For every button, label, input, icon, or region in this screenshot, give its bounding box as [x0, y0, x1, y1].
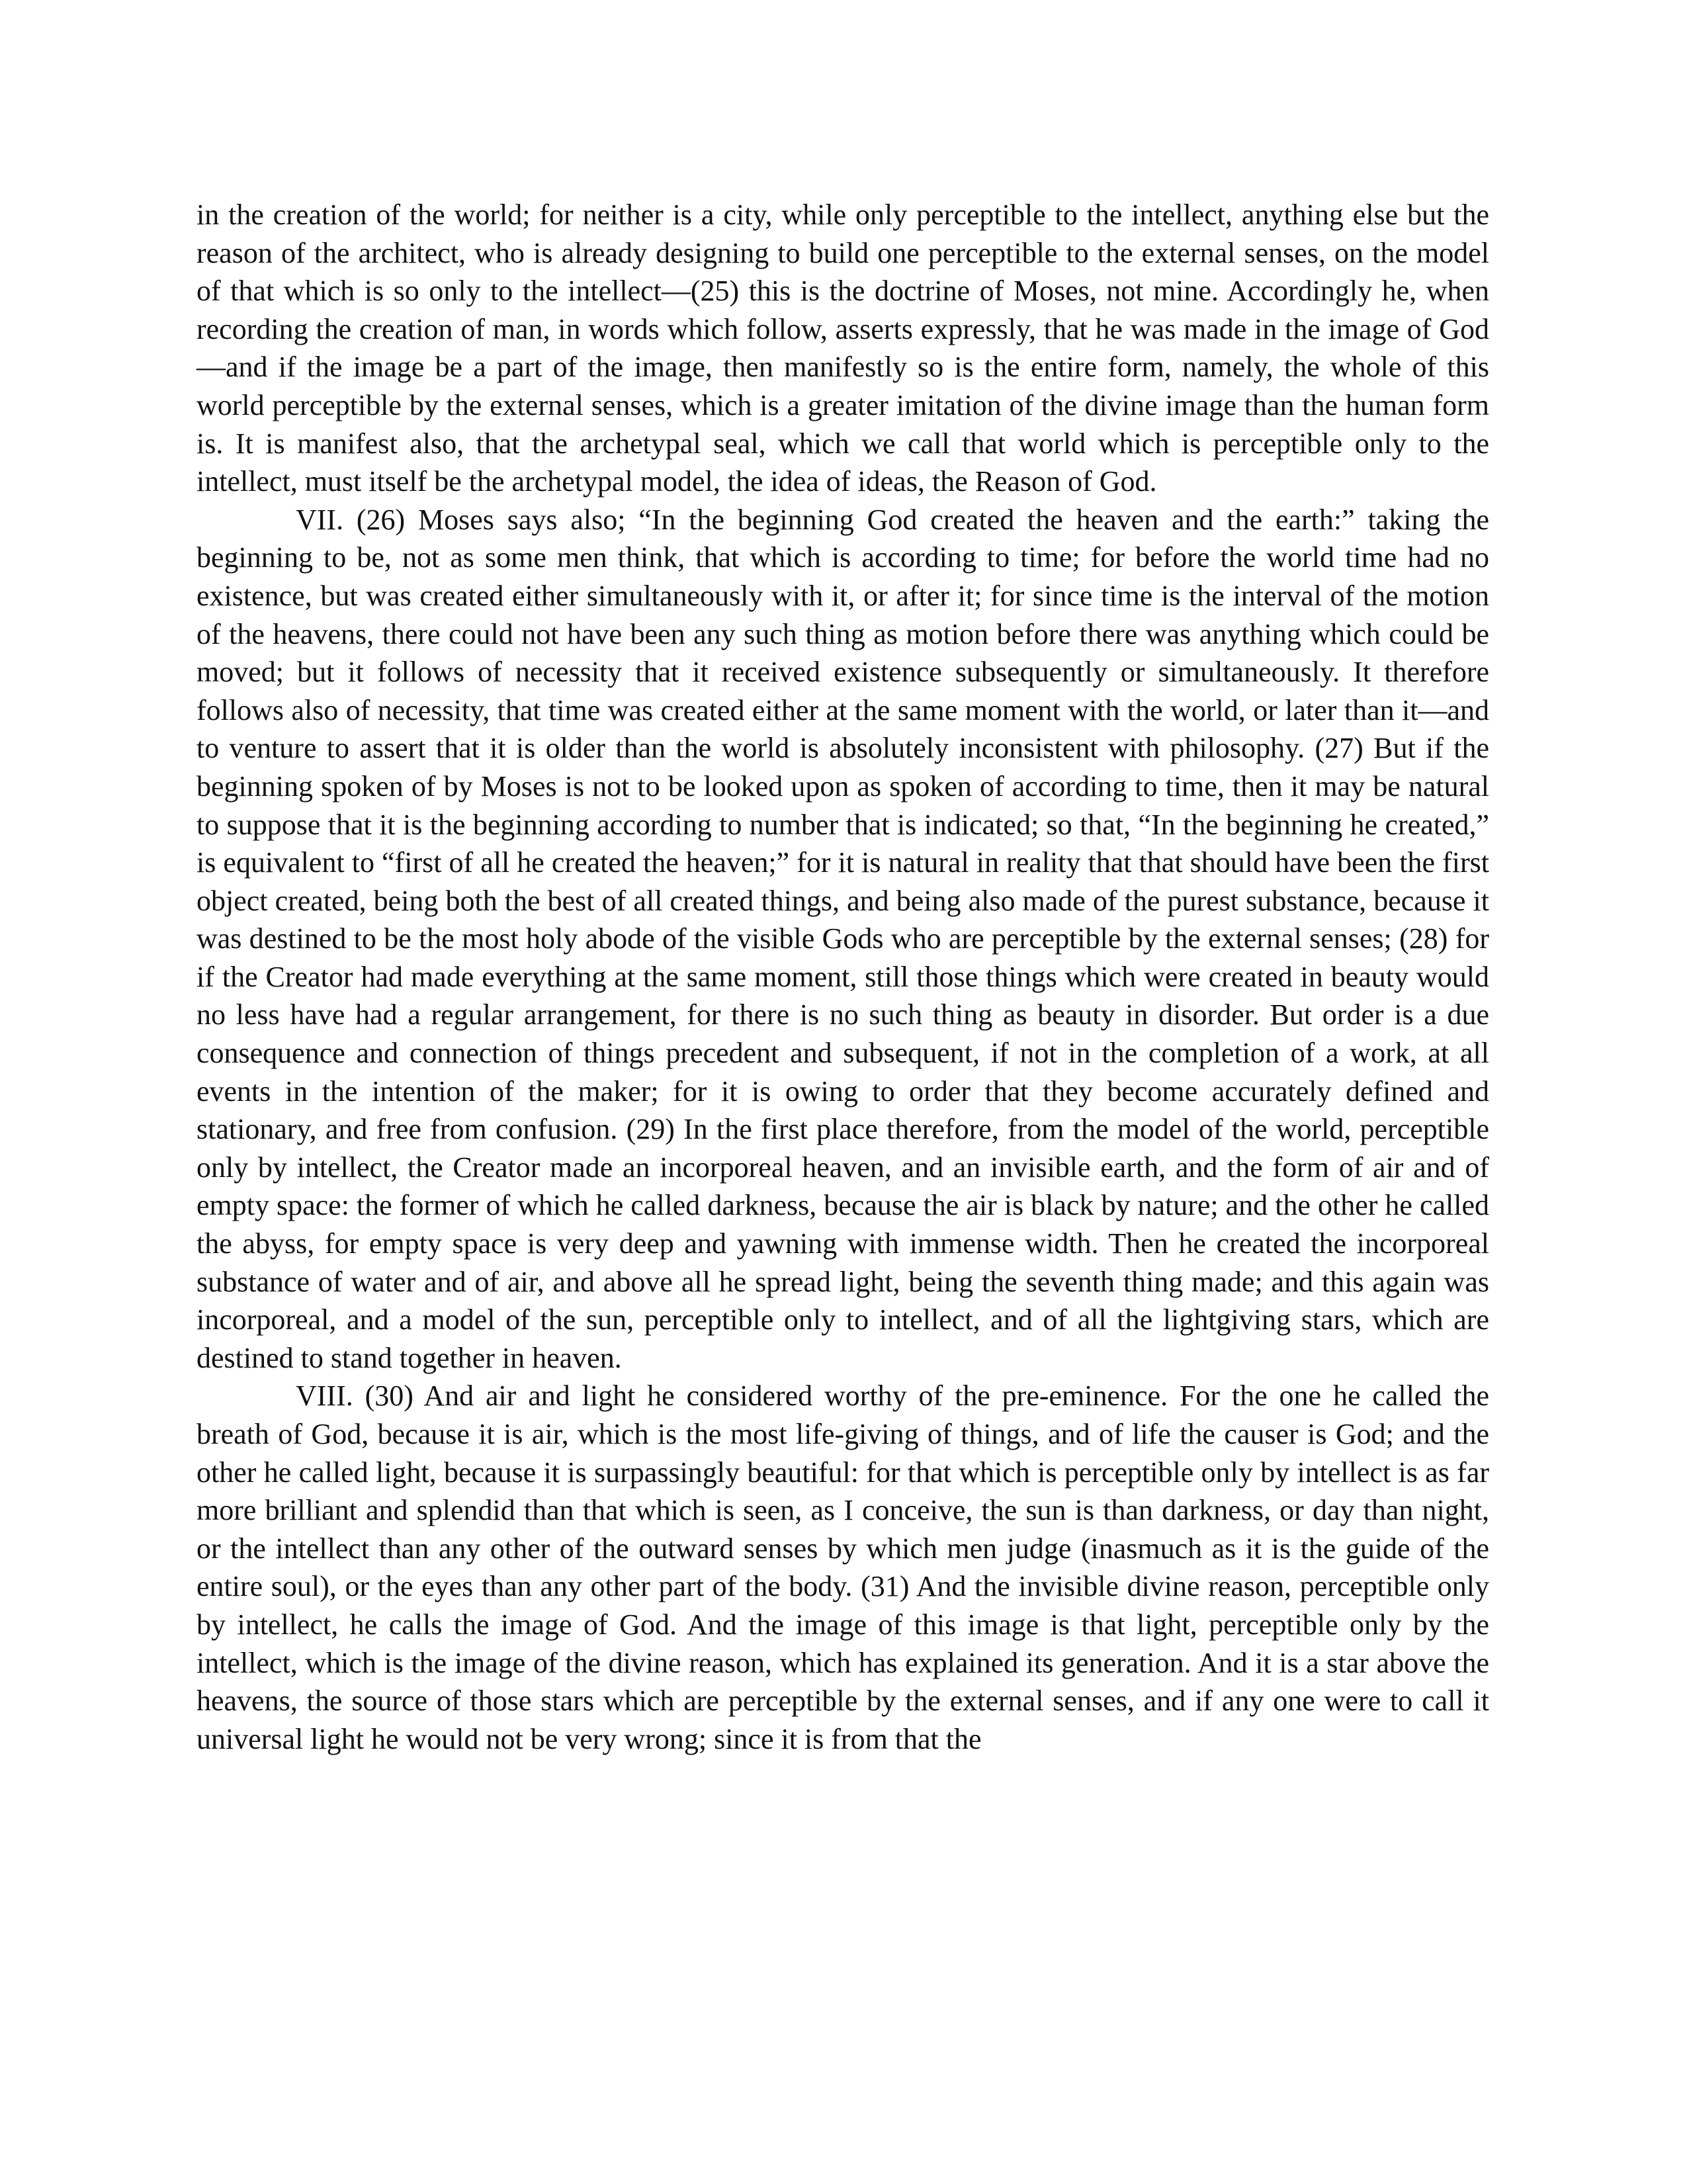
- body-text: [196, 196, 1489, 1758]
- paragraph-section-viii: VIII. (30) And air and light he considered worthy of the pre-eminence. For the one he called the breath of God, because it is air, which is the most life-giving of things, and of life the causer is God; and the other he called light, because it is surpassingly beautiful: for that which is perceptible only by intellect is as far more brilliant and splendid than that which is seen, as I conceive, the sun is than darkness, or day than night, or the intellect than any other of the outward senses by which men judge (inasmuch as it is the guide of the entire soul), or the eyes than any other part of the body. (31) And the invisible divine reason, perceptible only by intellect, he calls the image of God. And the image of this image is that light, perceptible only by the intellect, which is the image of the divine reason, which has explained its generation. And it is a star above the heavens, the source of those stars which are perceptible by the external senses, and if any one were to call it universal light he would not be very wrong; since it is from that the: [196, 1379, 1489, 1755]
- paragraph-section-vii: VII. (26) Moses says also; “In the beginning God created the heaven and the earth:” taking the beginning to be, not as some men think, that which is according to time; for before the world time had no existence, but was created either simultaneously with it, or after it; for since time is the interval of the motion of the heavens, there could not have been any such thing as motion before there was anything which could be moved; but it follows of necessity that it received existence subsequently or simultaneously. It therefore follows also of necessity, that time was created either at the same moment with the world, or later than it—and to venture to assert that it is older than the world is absolutely inconsistent with philosophy. (27) But if the beginning spoken of by Moses is not to be looked upon as spoken of according to time, then it may be natural to suppose that it is the beginning according to number that is indicated; so that, “In the beginning he created,” is equivalent to “first of all he created the heaven;” for it is natural in reality that that should have been the first object created, being both the best of all created things, and being also made of the purest substance, because it was destined to be the most holy abode of the visible Gods who are perceptible by the external senses; (28) for if the Creator had made everything at the same moment, still those things which were created in beauty would no less have had a regular arrangement, for there is no such thing as beauty in disorder. But order is a due consequence and connection of things precedent and subsequent, if not in the completion of a work, at all events in the intention of the maker; for it is owing to order that they become accurately defined and stationary, and free from confusion. (29) In the first place therefore, from the model of the world, perceptible only by intellect, the Creator made an incorporeal heaven, and an invisible earth, and the form of air and of empty space: the former of which he called darkness, because the air is black by nature; and the other he called the abyss, for empty space is very deep and yawning with immense width. Then he created the incorporeal substance of water and of air, and above all he spread light, being the seventh thing made; and this again was incorporeal, and a model of the sun, perceptible only to intellect, and of all the lightgiving stars, which are destined to stand together in heaven.: [196, 503, 1489, 1374]
- paragraph-continuation: in the creation of the world; for neither is a city, while only perceptible to the intellect, anything else but the reason of the architect, who is already designing to build one perceptible to the external senses, on the model of that which is so only to the intellect—(25) this is the doctrine of Moses, not mine. Accordingly he, when recording the creation of man, in words which follow, asserts expressly, that he was made in the image of God—and if the image be a part of the image, then manifestly so is the entire form, namely, the whole of this world perceptible by the external senses, which is a greater imitation of the divine image than the human form is. It is manifest also, that the archetypal seal, which we call that world which is perceptible only to the intellect, must itself be the archetypal model, the idea of ideas, the Reason of God.: [196, 198, 1489, 498]
